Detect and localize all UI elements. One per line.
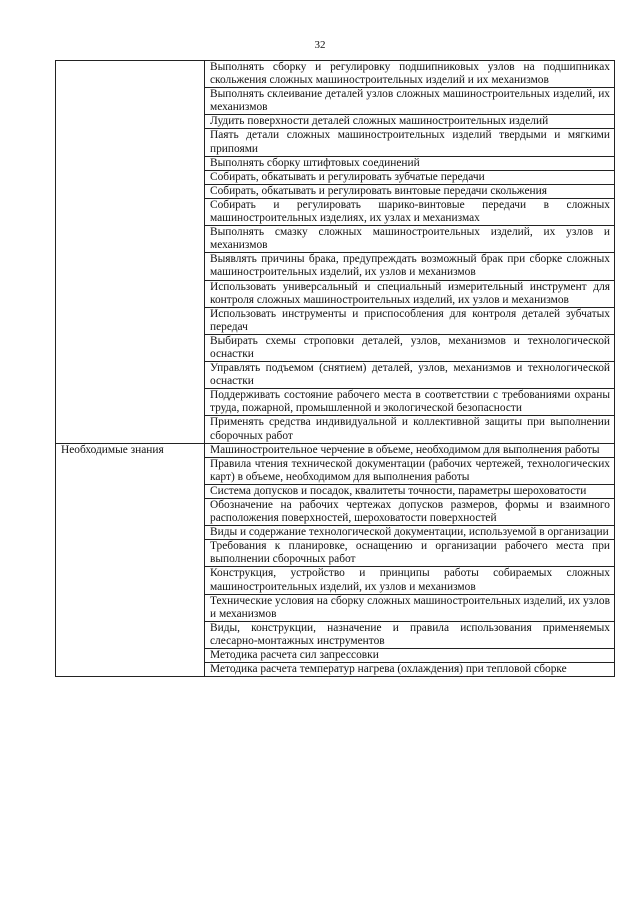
table-cell (205, 280, 615, 307)
skill-text: Лудить поверхности деталей сложных машиностроительных изделий (210, 115, 549, 128)
table-cell (205, 457, 615, 484)
table-cell (205, 307, 615, 334)
table-cell (205, 184, 615, 198)
table-cell (205, 594, 615, 621)
knowledge-text: Требования к планировке, оснащению и организации рабочего места при выполнении сборочных работ (210, 540, 610, 566)
skill-text: Выполнять сборку и регулировку подшипниковых узлов на подшипниках скольжения сложных машиностроительных изделий и их механизмов (210, 61, 610, 87)
table-cell (205, 443, 615, 457)
knowledge-text: Машиностроительное черчение в объеме, необходимом для выполнения работы (210, 443, 600, 456)
skill-text: Применять средства индивидуальной и коллективной защиты при выполнении сборочных работ (210, 416, 610, 442)
skill-text: Выявлять причины брака, предупреждать возможный брак при сборке сложных машиностроительных изделий, их узлов и механизмов (210, 253, 610, 279)
table-cell (205, 484, 615, 498)
skill-text: Собирать, обкатывать и регулировать винтовые передачи скольжения (210, 184, 547, 197)
table-cell (205, 416, 615, 443)
table-cell (205, 226, 615, 253)
skill-text: Выполнять смазку сложных машиностроительных изделий, их узлов и механизмов (210, 226, 610, 252)
knowledge-label: Необходимые знания (61, 443, 164, 456)
knowledge-text: Методика расчета сил запрессовки (210, 649, 379, 662)
knowledge-text: Система допусков и посадок, квалитеты точности, параметры шероховатости (210, 484, 587, 497)
table-cell (205, 526, 615, 540)
table-cell (205, 567, 615, 594)
table-cell (205, 663, 615, 677)
page-number: 32 (314, 39, 326, 51)
knowledge-label-cell (56, 443, 205, 677)
requirements-table (55, 60, 615, 677)
skills-label-cell (56, 61, 205, 444)
table-cell (205, 170, 615, 184)
knowledge-text: Виды, конструкции, назначение и правила использования применяемых слесарно-монтажных инструментов (210, 621, 610, 647)
knowledge-text: Методика расчета температур нагрева (охлаждения) при тепловой сборке (210, 663, 567, 676)
knowledge-text: Обозначение на рабочих чертежах допусков размеров, формы и взаимного расположения поверхностей, шероховатости поверхностей (210, 499, 610, 525)
knowledge-section (56, 443, 615, 677)
table-cell (205, 334, 615, 361)
table-cell (205, 61, 615, 88)
skill-text: Паять детали сложных машиностроительных изделий твердыми и мягкими припоями (210, 129, 610, 155)
table-cell (205, 156, 615, 170)
skill-text: Поддерживать состояние рабочего места в соответствии с требованиями охраны труда, пожарной, промышленной и экологической безопасности (210, 389, 610, 415)
table-cell (205, 389, 615, 416)
table-cell (205, 621, 615, 648)
skill-text: Управлять подъемом (снятием) деталей, узлов, механизмов и технологической оснастки (210, 362, 610, 388)
table-cell (205, 362, 615, 389)
table-row (56, 61, 615, 88)
knowledge-text: Правила чтения технической документации (рабочих чертежей, технологических карт) в объеме, необходимом для выполнения работы (210, 457, 610, 483)
table-cell (205, 115, 615, 129)
skill-text: Выполнять склеивание деталей узлов сложных машиностроительных изделий, их механизмов (210, 88, 610, 114)
table-row (56, 443, 615, 457)
knowledge-text: Конструкция, устройство и принципы работы собираемых сложных машиностроительных изделий, их узлов и механизмов (210, 567, 610, 593)
table-cell (205, 129, 615, 156)
table-cell (205, 253, 615, 280)
skill-text: Собирать и регулировать шарико-винтовые передачи в сложных машиностроительных изделиях, их узлах и механизмах (210, 198, 610, 225)
table-cell (205, 88, 615, 115)
knowledge-text: Технические условия на сборку сложных машиностроительных изделий, их узлов и механизмов (210, 594, 610, 620)
table-cell (205, 198, 615, 225)
skills-section (56, 61, 615, 444)
skill-text: Использовать универсальный и специальный измерительный инструмент для контроля сложных машиностроительных изделий, их узлов и механизмов (210, 280, 610, 306)
table-cell (205, 649, 615, 663)
skill-text: Выполнять сборку штифтовых соединений (210, 156, 420, 169)
table-cell (205, 540, 615, 567)
skill-text: Собирать, обкатывать и регулировать зубчатые передачи (210, 170, 485, 183)
skill-text: Выбирать схемы строповки деталей, узлов, механизмов и технологической оснастки (210, 334, 610, 360)
skill-text: Использовать инструменты и приспособления для контроля деталей зубчатых передач (210, 307, 610, 333)
table-cell (205, 499, 615, 526)
knowledge-text: Виды и содержание технологической документации, используемой в организации (210, 526, 609, 539)
